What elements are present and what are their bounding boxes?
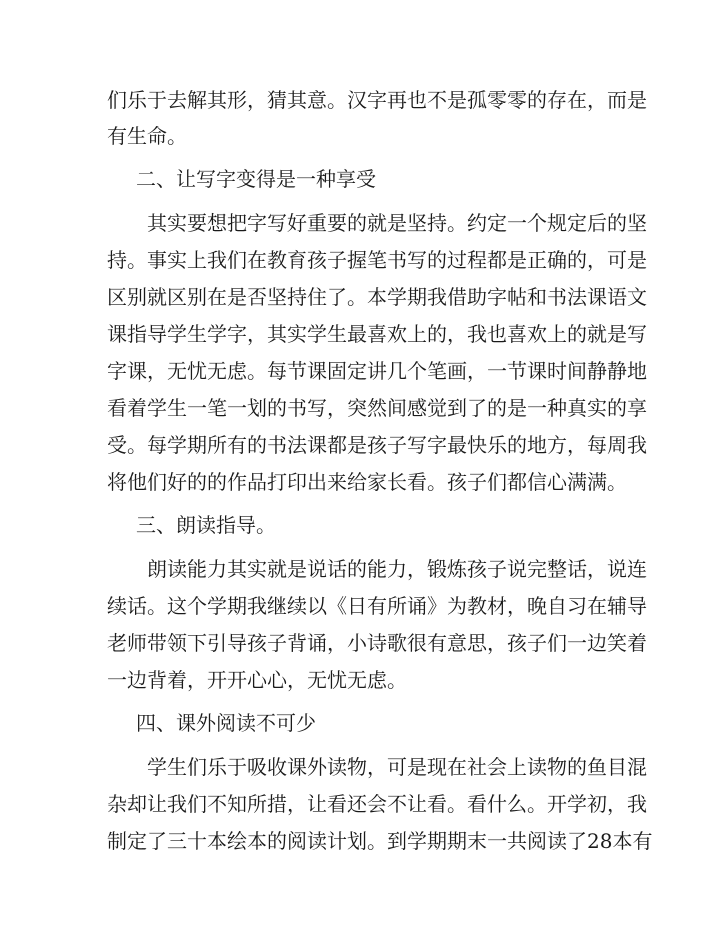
paragraph-line: 老师带领下引导孩子背诵，小诗歌很有意思，孩子们一边笑着 (107, 631, 647, 655)
paragraph-line: 将他们好的的作品打印出来给家长看。孩子们都信心满满。 (107, 470, 627, 494)
paragraph-line: 学生们乐于吸收课外读物，可是现在社会上读物的鱼目混 (147, 755, 647, 779)
paragraph-line: 杂却让我们不知所措，让看还会不让看。看什么。开学初，我 (107, 792, 647, 816)
section-heading: 四、课外阅读不可少 (136, 711, 316, 735)
paragraph-line: 一边背着，开开心心，无忧无虑。 (107, 668, 407, 692)
section-heading: 二、让写字变得是一种享受 (136, 167, 376, 191)
section-heading: 三、朗读指导。 (136, 513, 276, 537)
paragraph-line: 看着学生一笔一划的书写，突然间感觉到了的是一种真实的享 (107, 396, 647, 420)
paragraph-line: 制定了三十本绘本的阅读计划。到学期期末一共阅读了28本有 (107, 829, 653, 853)
paragraph-line: 字课，无忧无虑。每节课固定讲几个笔画，一节课时间静静地 (107, 359, 647, 383)
paragraph-line: 持。事实上我们在教育孩子握笔书写的过程都是正确的，可是 (107, 248, 647, 272)
paragraph-line: 区别就区别在是否坚持住了。本学期我借助字帖和书法课语文 (107, 285, 647, 309)
paragraph-line: 有生命。 (107, 124, 187, 148)
paragraph-line: 受。每学期所有的书法课都是孩子写字最快乐的地方，每周我 (107, 433, 647, 457)
paragraph-line: 课指导学生学字，其实学生最喜欢上的，我也喜欢上的就是写 (107, 322, 647, 346)
paragraph-line: 们乐于去解其形，猜其意。汉字再也不是孤零零的存在，而是 (107, 88, 647, 112)
paragraph-line: 朗读能力其实就是说话的能力，锻炼孩子说完整话，说连 (147, 557, 647, 581)
paragraph-line: 其实要想把字写好重要的就是坚持。约定一个规定后的坚 (147, 211, 647, 235)
paragraph-line: 续话。这个学期我继续以《日有所诵》为教材，晚自习在辅导 (107, 594, 647, 618)
